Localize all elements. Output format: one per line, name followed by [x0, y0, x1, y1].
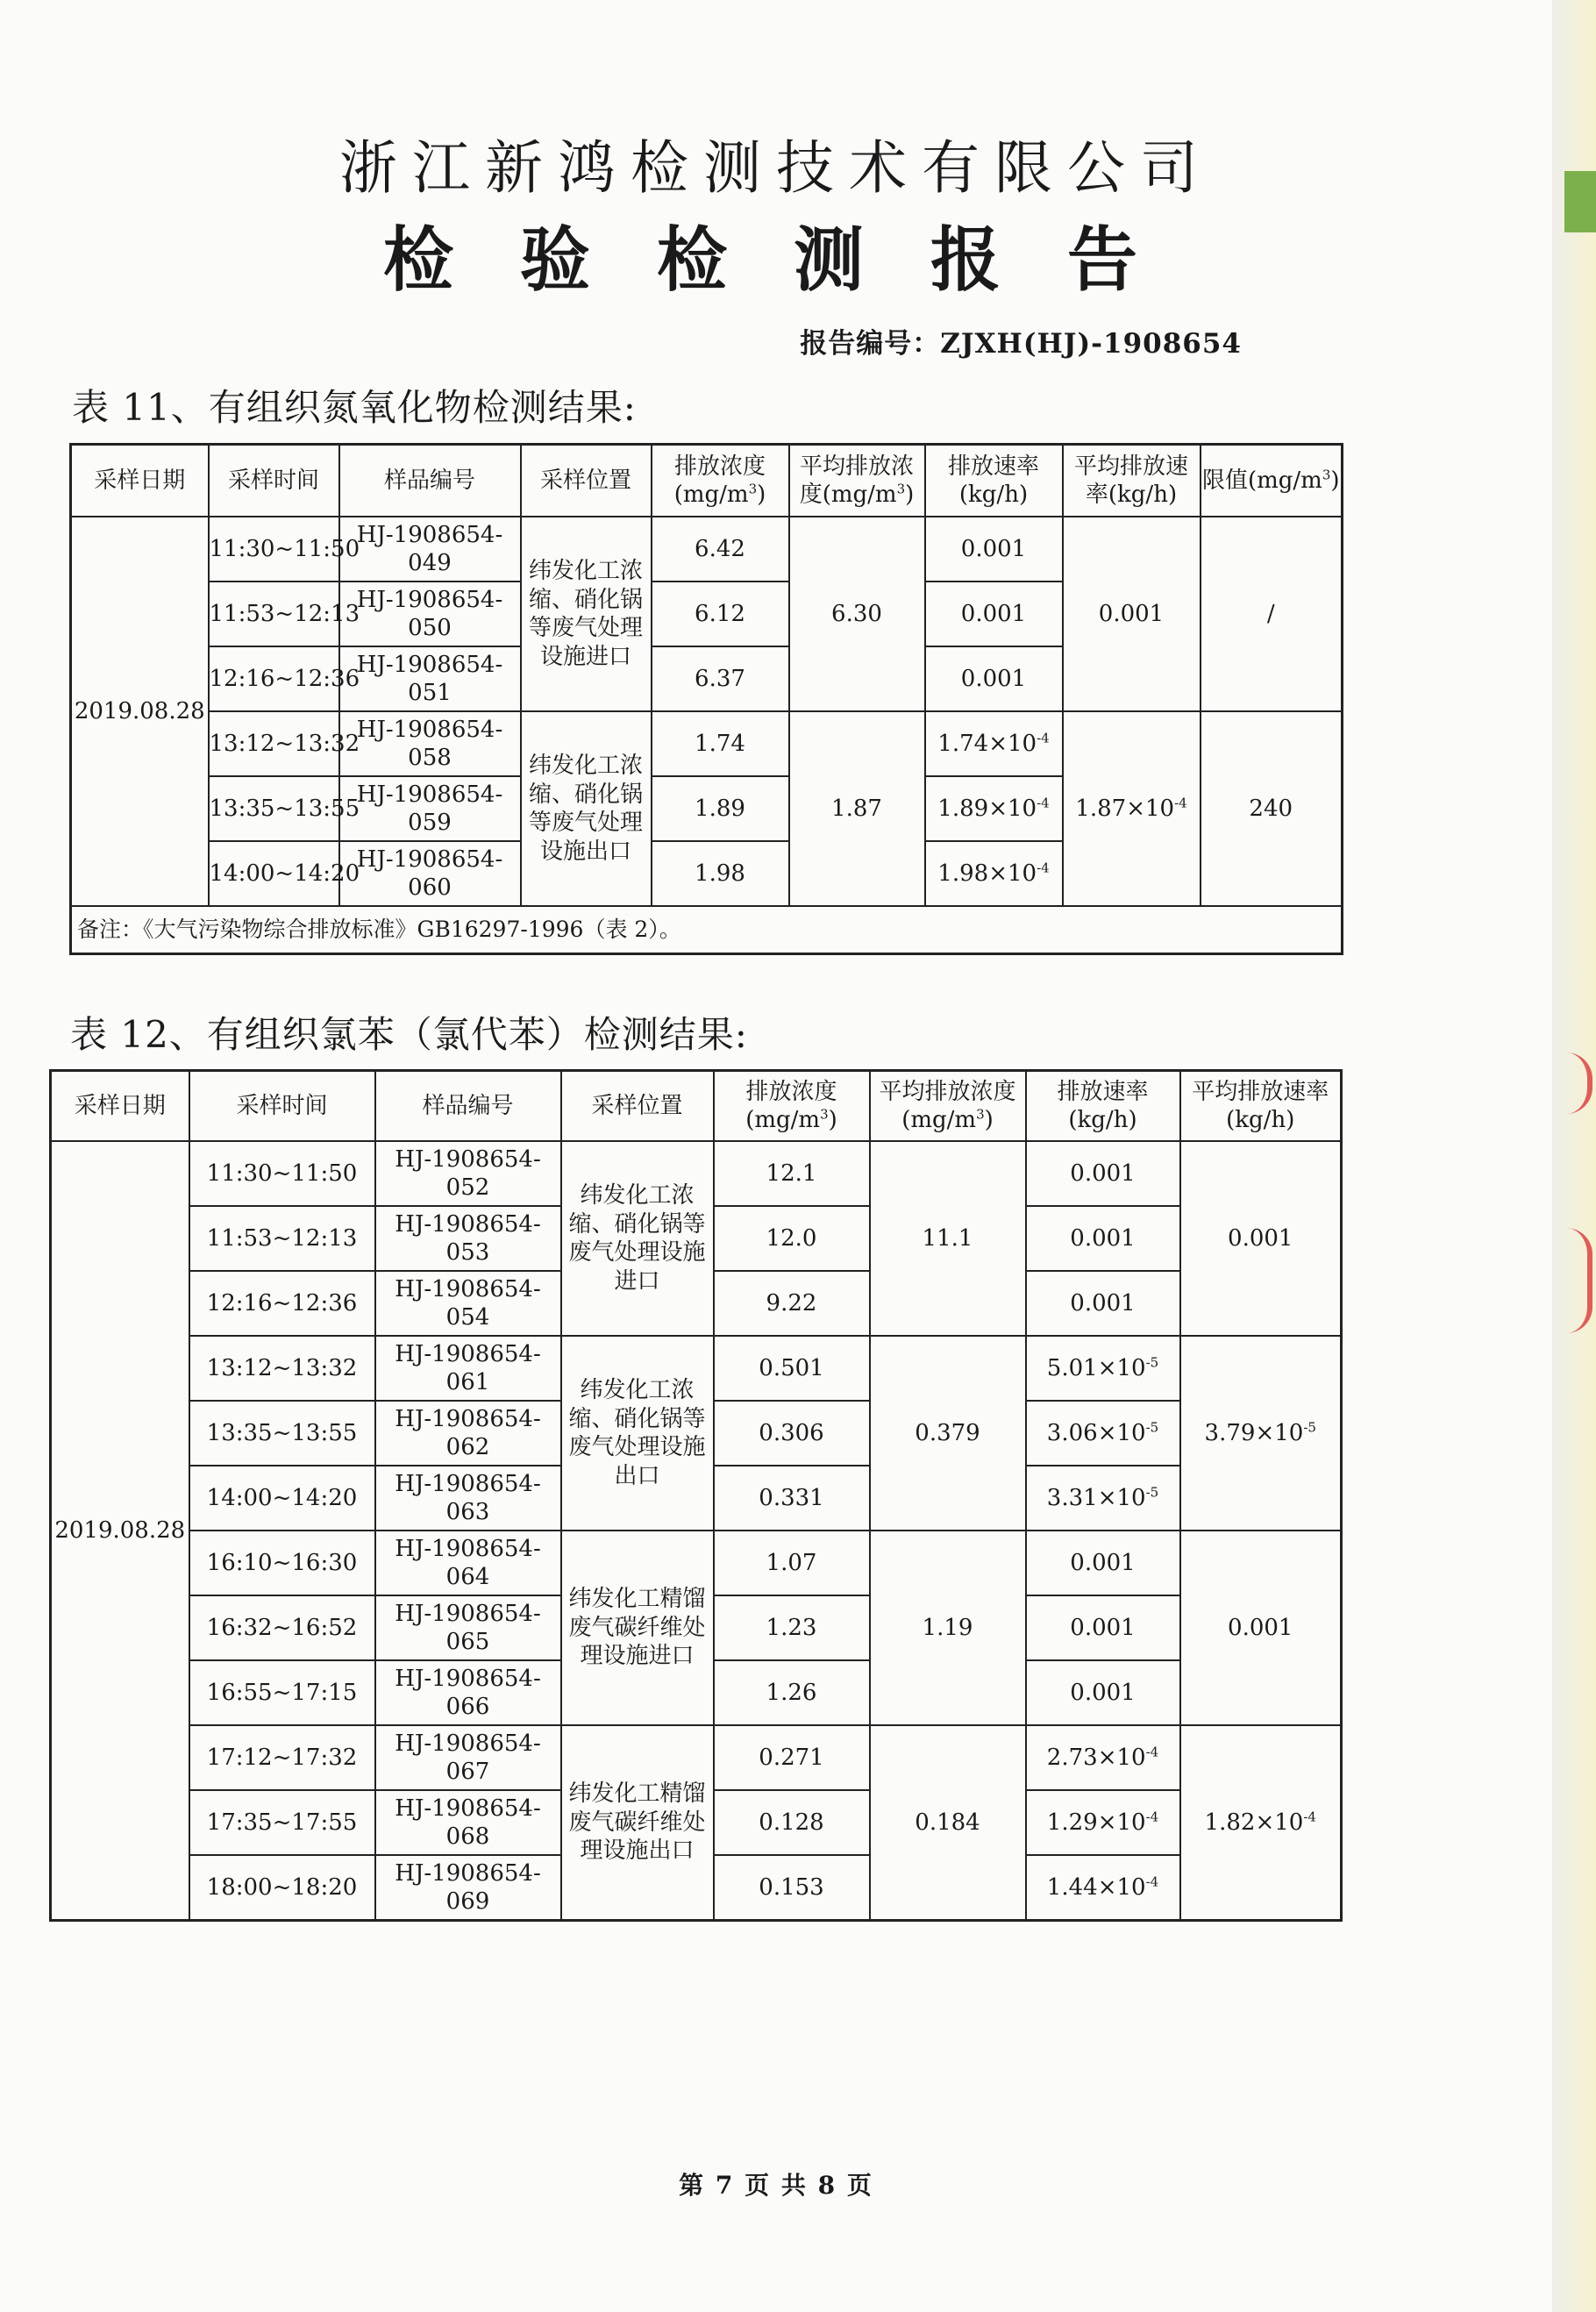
col-emission-rate: 排放速率 (kg/h) [925, 445, 1063, 517]
sample-id-cell: HJ-1908654-067 [375, 1725, 561, 1790]
time-cell: 17:35~17:55 [189, 1790, 375, 1855]
avg-conc-cell: 6.30 [789, 517, 925, 711]
col-sample-date: 采样日期 [51, 1071, 189, 1142]
location-cell: 纬发化工精馏 废气碳纤维处 理设施出口 [561, 1725, 714, 1921]
time-cell: 16:55~17:15 [189, 1660, 375, 1725]
sample-date-cell: 2019.08.28 [71, 517, 209, 906]
time-cell: 11:53~12:13 [189, 1206, 375, 1271]
col-avg-conc: 平均排放浓度 $(mg/m^3)$ [870, 1071, 1026, 1142]
col-avg-rate: 平均排放速率 (kg/h) [1180, 1071, 1342, 1142]
rate-cell: 0.001 [1026, 1531, 1180, 1595]
conc-cell: 1.26 [714, 1660, 870, 1725]
col-sample-location: 采样位置 [521, 445, 652, 517]
time-cell: 13:35~13:55 [189, 1401, 375, 1466]
conc-cell: 6.37 [652, 646, 789, 711]
sample-id-cell: HJ-1908654-066 [375, 1660, 561, 1725]
rate-cell: 0.001 [1026, 1206, 1180, 1271]
col-emission-conc: 排放浓度 $(mg/m^3)$ [714, 1071, 870, 1142]
col-avg-rate: 平均排放速 率(kg/h) [1063, 445, 1201, 517]
conc-cell: 12.0 [714, 1206, 870, 1271]
avg-rate-cell: 0.001 [1180, 1141, 1342, 1336]
time-cell: 13:12~13:32 [209, 711, 339, 776]
avg-conc-cell: 1.87 [789, 711, 925, 906]
green-tab [1564, 171, 1596, 232]
company-name: 浙江新鸿检测技术有限公司 [339, 134, 1213, 202]
avg-rate-cell: $1.82\times 10^{-4}$ [1180, 1725, 1342, 1921]
table-row [51, 1141, 1342, 1206]
sample-id-cell: HJ-1908654-050 [339, 582, 521, 646]
time-cell: 11:30~11:50 [209, 517, 339, 582]
conc-cell: 1.98 [652, 841, 789, 906]
conc-cell: 1.07 [714, 1531, 870, 1595]
sample-id-cell: HJ-1908654-059 [339, 776, 521, 841]
rate-cell: $3.06\times 10^{-5}$ [1026, 1401, 1180, 1466]
col-sample-id: 样品编号 [375, 1071, 561, 1142]
avg-conc-cell: 0.184 [870, 1725, 1026, 1921]
rate-cell: $1.74\times 10^{-4}$ [925, 711, 1063, 776]
col-emission-rate: 排放速率 (kg/h) [1026, 1071, 1180, 1142]
sample-id-cell: HJ-1908654-061 [375, 1336, 561, 1401]
report-number: 报告编号：ZJXH(HJ)-1908654 [800, 328, 1242, 360]
time-cell: 13:35~13:55 [209, 776, 339, 841]
limit-cell: / [1201, 517, 1343, 711]
location-cell: 纬发化工浓 缩、硝化锅等 废气处理设施 进口 [561, 1141, 714, 1336]
avg-conc-cell: 0.379 [870, 1336, 1026, 1531]
col-avg-conc: 平均排放浓 度$(mg/m^3)$ [789, 445, 925, 517]
page-edge [1552, 0, 1596, 2312]
table-row [51, 1336, 1342, 1401]
sample-id-cell: HJ-1908654-064 [375, 1531, 561, 1595]
rate-cell: 0.001 [1026, 1660, 1180, 1725]
conc-cell: 6.12 [652, 582, 789, 646]
rate-cell: 0.001 [1026, 1271, 1180, 1336]
time-cell: 12:16~12:36 [189, 1271, 375, 1336]
sample-id-cell: HJ-1908654-053 [375, 1206, 561, 1271]
col-limit: 限值$(mg/m^3)$ [1201, 445, 1343, 517]
table12-title: 表 12、有组织氯苯（氯代苯）检测结果: [70, 1013, 748, 1056]
conc-cell: 0.331 [714, 1466, 870, 1531]
sample-id-cell: HJ-1908654-049 [339, 517, 521, 582]
sample-id-cell: HJ-1908654-069 [375, 1855, 561, 1921]
avg-rate-cell: 0.001 [1180, 1531, 1342, 1725]
table-row [71, 517, 1343, 582]
rate-cell: 0.001 [1026, 1141, 1180, 1206]
conc-cell: 0.306 [714, 1401, 870, 1466]
rate-cell: 0.001 [925, 582, 1063, 646]
table-row [51, 1725, 1342, 1790]
table-header-row [51, 1071, 1342, 1142]
time-cell: 16:10~16:30 [189, 1531, 375, 1595]
col-sample-id: 样品编号 [339, 445, 521, 517]
rate-cell: $5.01\times 10^{-5}$ [1026, 1336, 1180, 1401]
report-title: 检验检测报告 [383, 218, 1204, 301]
rate-cell: $1.98\times 10^{-4}$ [925, 841, 1063, 906]
location-cell: 纬发化工精馏 废气碳纤维处 理设施进口 [561, 1531, 714, 1725]
time-cell: 11:30~11:50 [189, 1141, 375, 1206]
conc-cell: 0.153 [714, 1855, 870, 1921]
conc-cell: 0.501 [714, 1336, 870, 1401]
avg-rate-cell: 0.001 [1063, 517, 1201, 711]
time-cell: 18:00~18:20 [189, 1855, 375, 1921]
conc-cell: 1.74 [652, 711, 789, 776]
conc-cell: 0.128 [714, 1790, 870, 1855]
conc-cell: 1.23 [714, 1595, 870, 1660]
sample-id-cell: HJ-1908654-063 [375, 1466, 561, 1531]
table11-title: 表 11、有组织氮氧化物检测结果: [72, 386, 637, 429]
sample-id-cell: HJ-1908654-068 [375, 1790, 561, 1855]
rate-cell: $3.31\times 10^{-5}$ [1026, 1466, 1180, 1531]
col-sample-time: 采样时间 [189, 1071, 375, 1142]
time-cell: 14:00~14:20 [209, 841, 339, 906]
table-header-row [71, 445, 1343, 517]
rate-cell: $1.89\times 10^{-4}$ [925, 776, 1063, 841]
avg-rate-cell: $3.79\times 10^{-5}$ [1180, 1336, 1342, 1531]
time-cell: 12:16~12:36 [209, 646, 339, 711]
rate-cell: $2.73\times 10^{-4}$ [1026, 1725, 1180, 1790]
time-cell: 14:00~14:20 [189, 1466, 375, 1531]
location-cell: 纬发化工浓 缩、硝化锅 等废气处理 设施进口 [521, 517, 652, 711]
table-row [71, 711, 1343, 776]
rate-cell: 0.001 [925, 646, 1063, 711]
sample-id-cell: HJ-1908654-052 [375, 1141, 561, 1206]
nox-results-table [69, 443, 1343, 955]
table-note: 备注：《大气污染物综合排放标准》GB16297-1996（表 2）。 [71, 906, 1343, 954]
sample-id-cell: HJ-1908654-062 [375, 1401, 561, 1466]
table-row [51, 1531, 1342, 1595]
location-cell: 纬发化工浓 缩、硝化锅 等废气处理 设施出口 [521, 711, 652, 906]
col-sample-time: 采样时间 [209, 445, 339, 517]
limit-cell: 240 [1201, 711, 1343, 906]
time-cell: 17:12~17:32 [189, 1725, 375, 1790]
rate-cell: 0.001 [1026, 1595, 1180, 1660]
time-cell: 13:12~13:32 [189, 1336, 375, 1401]
rate-cell: 0.001 [925, 517, 1063, 582]
avg-conc-cell: 11.1 [870, 1141, 1026, 1336]
rate-cell: $1.44\times 10^{-4}$ [1026, 1855, 1180, 1921]
conc-cell: 9.22 [714, 1271, 870, 1336]
conc-cell: 6.42 [652, 517, 789, 582]
sample-id-cell: HJ-1908654-058 [339, 711, 521, 776]
sample-id-cell: HJ-1908654-054 [375, 1271, 561, 1336]
sample-date-cell: 2019.08.28 [51, 1141, 189, 1921]
time-cell: 11:53~12:13 [209, 582, 339, 646]
sample-id-cell: HJ-1908654-051 [339, 646, 521, 711]
red-stamp-fragment [1557, 1228, 1592, 1333]
time-cell: 16:32~16:52 [189, 1595, 375, 1660]
conc-cell: 0.271 [714, 1725, 870, 1790]
table-note-row [71, 906, 1343, 954]
location-cell: 纬发化工浓 缩、硝化锅等 废气处理设施 出口 [561, 1336, 714, 1531]
rate-cell: $1.29\times 10^{-4}$ [1026, 1790, 1180, 1855]
page-number: 第 7 页 共 8 页 [679, 2171, 873, 2200]
conc-cell: 12.1 [714, 1141, 870, 1206]
avg-conc-cell: 1.19 [870, 1531, 1026, 1725]
table12-body [51, 1141, 1342, 1921]
avg-rate-cell: $1.87\times 10^{-4}$ [1063, 711, 1201, 906]
conc-cell: 1.89 [652, 776, 789, 841]
col-emission-conc: 排放浓度 $(mg/m^3)$ [652, 445, 789, 517]
sample-id-cell: HJ-1908654-065 [375, 1595, 561, 1660]
col-sample-date: 采样日期 [71, 445, 209, 517]
chlorobenzene-results-table [49, 1069, 1343, 1922]
sample-id-cell: HJ-1908654-060 [339, 841, 521, 906]
col-sample-location: 采样位置 [561, 1071, 714, 1142]
